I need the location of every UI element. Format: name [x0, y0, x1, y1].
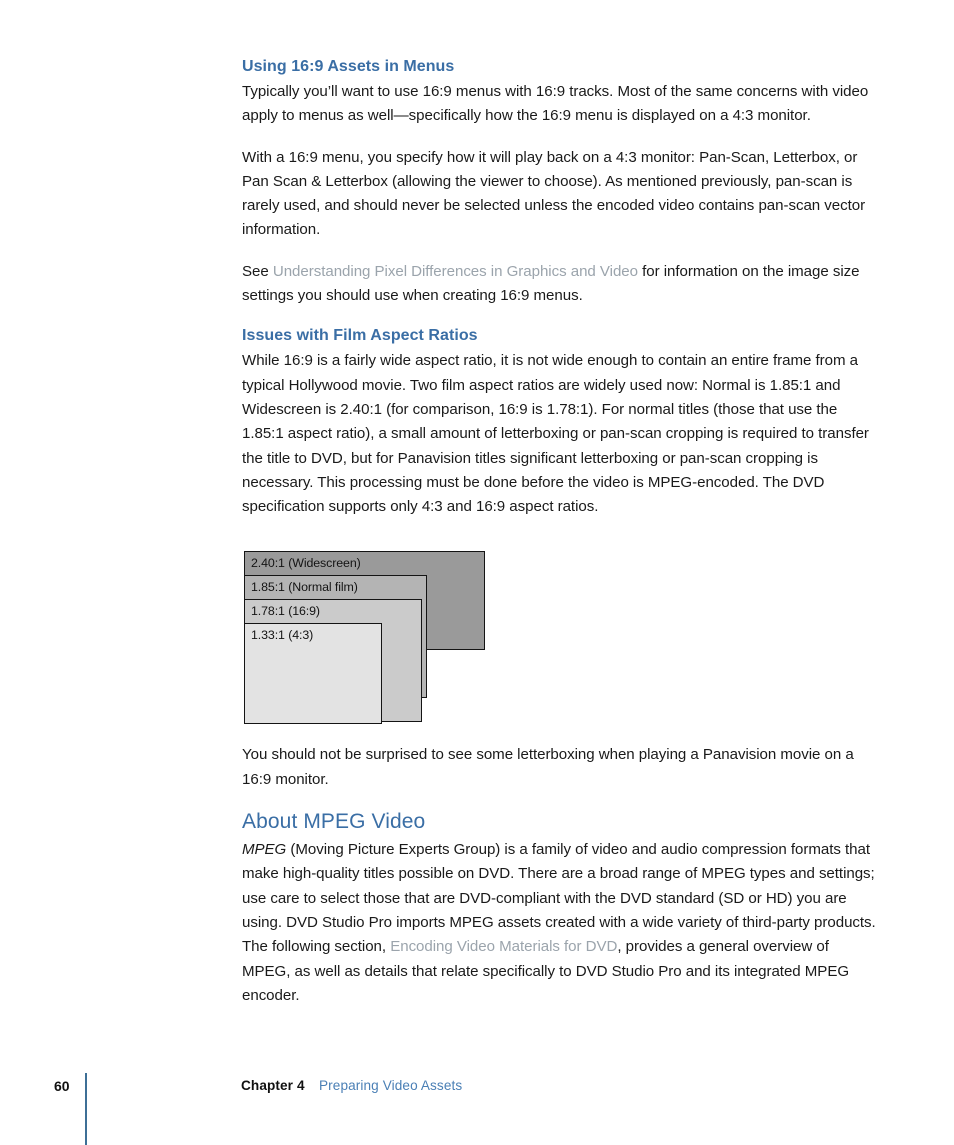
aspect-frame-label-4-3: 1.33:1 (4:3) [251, 628, 314, 643]
paragraph-text-b: , provides a general overview of MPEG, as well as details that relate specifically to DVD Studio Pro and its integrated MPEG encoder. [242, 938, 850, 1004]
paragraph-text-a: (Moving Picture Experts Group) is a family of video and audio compression formats that make high-quality titles possible on DVD. There are a broad range of MPEG types and settings; use care to select those that are DVD-compliant with the DVD standard (SD or HD) you are using. DVD Studio Pro imports MPEG assets created with a wide variety of third-party products. The following section, [242, 841, 876, 956]
page-footer [0, 1060, 954, 1145]
heading-using-16-9-assets-in-menus: Using 16:9 Assets in Menus [242, 58, 455, 75]
term-mpeg-italic: MPEG [242, 841, 287, 859]
paragraph-film-aspect-ratios-2: You should not be surprised to see some letterboxing when playing a Panavision movie on a 16:9 monitor. [242, 746, 854, 788]
aspect-frame-label-widescreen: 2.40:1 (Widescreen) [251, 556, 361, 571]
paragraph-film-aspect-ratios-1: While 16:9 is a fairly wide aspect ratio, it is not wide enough to contain an entire frame from a typical Hollywood movie. Two film aspect ratios are widely used now: Normal is 1.85:1 and Widescreen is 2.40:1 (for comparison, 16:9 is 1.78:1). For normal titles (those that use the 1.85:1 aspect ratio), a small amount of letterboxing or pan-scan cropping is required to transfer the title to DVD, but for Panavision titles significant letterboxing or pan-scan cropping is necessary. This processing must be done before the video is MPEG-encoded. The DVD specification supports only 4:3 and 16:9 aspect ratios. [242, 352, 869, 516]
page-number: 60 [54, 1078, 70, 1094]
paragraph-text-pre: See [242, 262, 273, 280]
cross-reference-link-pixel-differences[interactable]: Understanding Pixel Differences in Graphics and Video [272, 262, 638, 280]
aspect-frame-4-3 [244, 623, 382, 724]
paragraph-using-16-9-2: With a 16:9 menu, you specify how it will play back on a 4:3 monitor: Pan-Scan, Letterbox, or Pan Scan & Letterbox (allowing the viewer to choose). As mentioned previously, pan-scan is rarely used, and should never be selected unless the encoded video contains pan-scan vector information. [242, 148, 866, 239]
footer-chapter-title[interactable]: Preparing Video Assets [319, 1078, 463, 1093]
heading-issues-with-film-aspect-ratios: Issues with Film Aspect Ratios [242, 327, 478, 345]
aspect-frame-label-normal-film: 1.85:1 (Normal film) [251, 580, 358, 595]
paragraph-using-16-9-3 [242, 260, 876, 309]
paragraph-using-16-9-1: Typically you’ll want to use 16:9 menus with 16:9 tracks. Most of the same concerns with video apply to menus as well—specifically how the 16:9 menu is displayed on a 4:3 monitor. [242, 83, 869, 125]
aspect-frame-label-16-9: 1.78:1 (16:9) [251, 604, 320, 619]
page-content [242, 56, 876, 1025]
footer-divider-rule [85, 1073, 87, 1145]
cross-reference-link-encoding-video-materials[interactable]: Encoding Video Materials for DVD [390, 938, 618, 956]
aspect-ratio-comparison-figure [242, 545, 876, 725]
footer-chapter-label: Chapter 4 [241, 1078, 305, 1093]
paragraph-about-mpeg-1 [242, 838, 876, 1008]
paragraph-text-post: for information on the image size settings you should use when creating 16:9 menus. [242, 262, 860, 305]
heading-about-mpeg-video: About MPEG Video [242, 810, 426, 834]
